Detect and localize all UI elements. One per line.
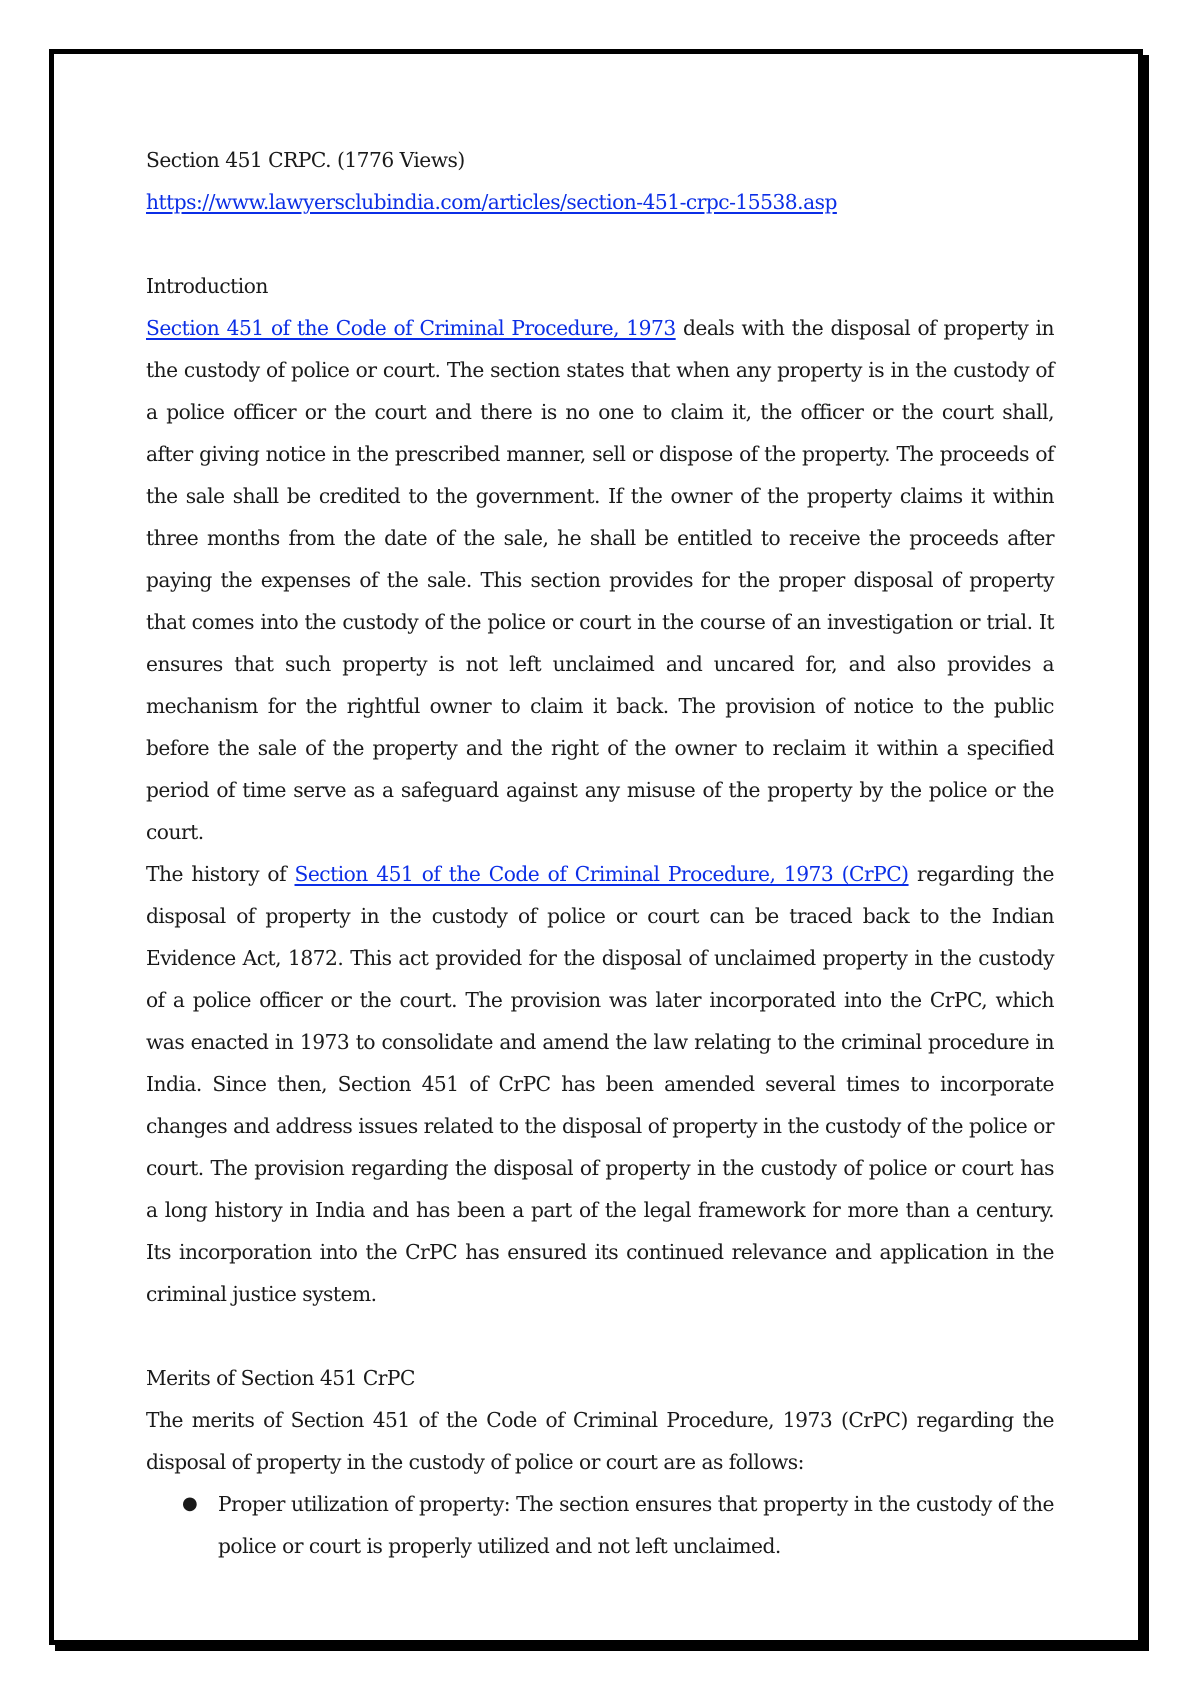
introduction-paragraph-1 — [146, 307, 1054, 853]
blank-line — [146, 223, 1054, 265]
merits-list — [146, 1483, 1054, 1567]
merits-intro: The merits of Section 451 of the Code of Criminal Procedure, 1973 (CrPC) regarding the disposal of property in the custody of police or court are as follows: — [146, 1408, 1054, 1474]
introduction-heading: Introduction — [146, 274, 268, 298]
list-item-text: Proper utilization of property: The section ensures that property in the custody of the police or court is properly utilized and not left unclaimed. — [218, 1492, 1054, 1558]
introduction-paragraph-2 — [146, 853, 1054, 1315]
list-item — [182, 1483, 1054, 1567]
source-url-link[interactable]: https://www.lawyersclubindia.com/articles/section-451-crpc-15538.asp — [146, 190, 837, 214]
introduction-paragraph-2-text: regarding the disposal of property in the custody of police or court can be traced back to the Indian Evidence Act, 1872. This act provided for the disposal of unclaimed property in the custody of a police officer or the court. The provision was later incorporated into the CrPC, which was enacted in 1973 to consolidate and amend the law relating to the criminal procedure in India. Since then, Section 451 of CrPC has been amended several times to incorporate changes and address issues related to the disposal of property in the custody of the police or court. The provision regarding the disposal of property in the custody of police or court has a long history in India and has been a part of the legal framework for more than a century. Its incorporation into the CrPC has ensured its continued relevance and application in the criminal justice system. — [146, 862, 1054, 1306]
section-451-link[interactable]: Section 451 of the Code of Criminal Procedure, 1973 — [146, 316, 676, 340]
section-451-crpc-link[interactable]: Section 451 of the Code of Criminal Procedure, 1973 (CrPC) — [294, 862, 909, 886]
document-body — [146, 139, 1054, 1567]
introduction-paragraph-1-text: deals with the disposal of property in the custody of police or court. The section states that when any property is in the custody of a police officer or the court and there is no one to claim it, the officer or the court shall, after giving notice in the prescribed manner, sell or dispose of the property. The proceeds of the sale shall be credited to the government. If the owner of the property claims it within three months from the date of the sale, he shall be entitled to receive the proceeds after paying the expenses of the sale. This section provides for the proper disposal of property that comes into the custody of the police or court in the course of an investigation or trial. It ensures that such property is not left unclaimed and uncared for, and also provides a mechanism for the rightful owner to claim it back. The provision of notice to the public before the sale of the property and the right of the owner to reclaim it within a specified period of time serve as a safeguard against any misuse of the property by the police or the court. — [146, 316, 1054, 844]
merits-heading: Merits of Section 451 CrPC — [146, 1366, 415, 1390]
document-title: Section 451 CRPC. (1776 Views) — [146, 148, 465, 172]
introduction-paragraph-2-prefix: The history of — [146, 862, 295, 886]
blank-line — [146, 1315, 1054, 1357]
bullet-icon: ● — [182, 1493, 198, 1514]
